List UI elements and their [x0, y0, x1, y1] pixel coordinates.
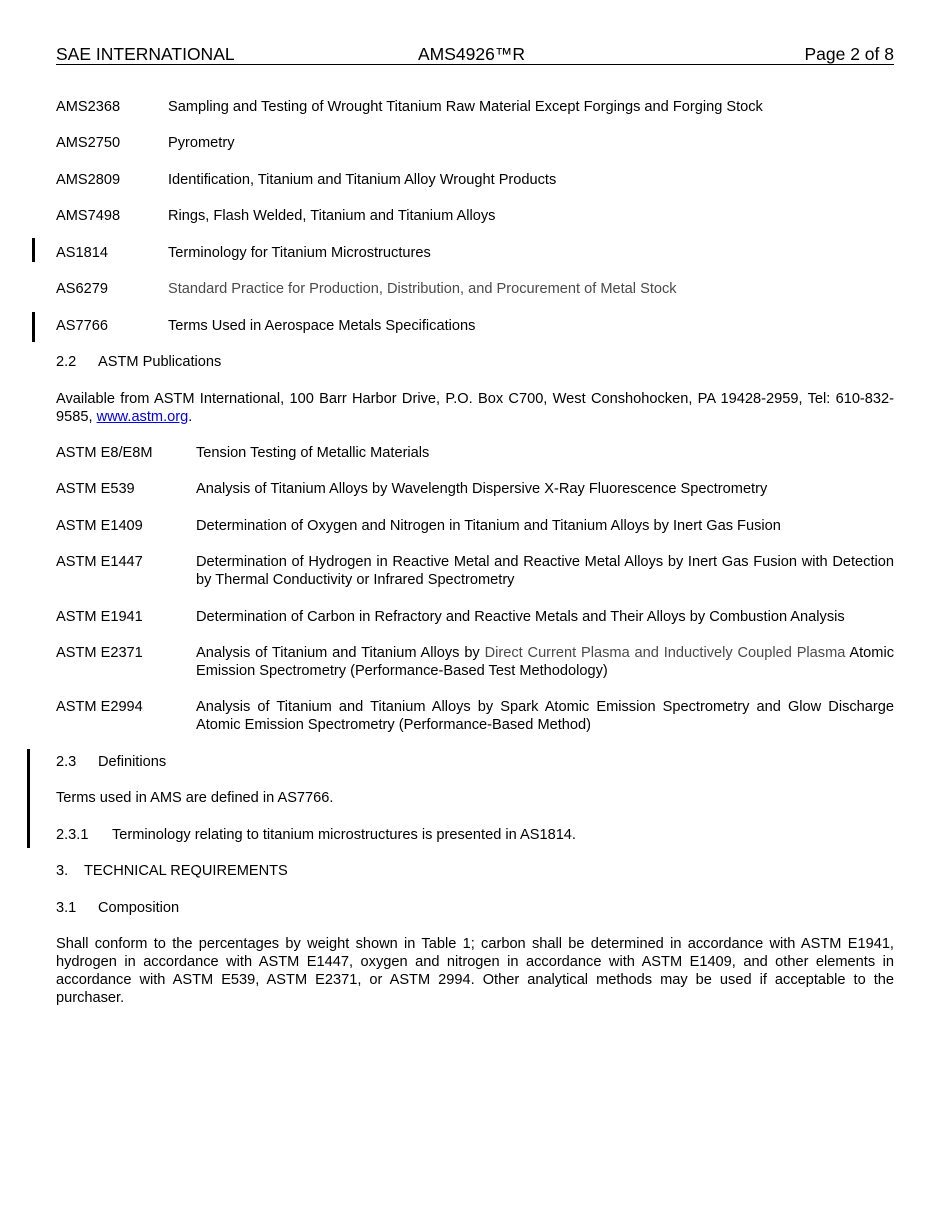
reference-code: AS7766	[56, 318, 108, 334]
reference-title: Analysis of Titanium and Titanium Alloys by Spark Atomic Emission Spectrometry and Glow Discharge Atomic Emission Spectrometry (Performance-Based Method)	[196, 699, 894, 733]
reference-title: Determination of Hydrogen in Reactive Metal and Reactive Metal Alloys by Inert Gas Fusion with Detection by Thermal Conductivity or Infrared Spectrometry	[196, 554, 894, 588]
reference-code: ASTM E539	[56, 481, 135, 497]
reference-code: ASTM E8/E8M	[56, 445, 153, 461]
reference-title: Terminology for Titanium Microstructures	[168, 245, 431, 261]
reference-title: Analysis of Titanium Alloys by Wavelength Dispersive X-Ray Fluorescence Spectrometry	[196, 481, 768, 497]
reference-title: Pyrometry	[168, 135, 235, 151]
reference-code: AS6279	[56, 281, 108, 297]
section-text: Terminology relating to titanium microstructures is presented in AS1814.	[112, 827, 576, 843]
reference-title: Sampling and Testing of Wrought Titanium Raw Material Except Forgings and Forging Stock	[168, 99, 763, 115]
section-title: TECHNICAL REQUIREMENTS	[84, 863, 288, 879]
header-organization: SAE INTERNATIONAL	[56, 44, 235, 64]
reference-title: Tension Testing of Metallic Materials	[196, 445, 430, 461]
section-heading-2-2	[56, 353, 221, 371]
definitions-paragraph: Terms used in AMS are defined in AS7766.	[56, 790, 334, 806]
reference-code: AMS7498	[56, 208, 121, 224]
header-page-number: Page 2 of 8	[804, 44, 894, 64]
reference-code: AMS2750	[56, 135, 121, 151]
reference-code: ASTM E1409	[56, 518, 143, 534]
section-heading-2-3-1	[56, 826, 576, 844]
section-number: 3.1	[56, 900, 77, 916]
reference-code: ASTM E1941	[56, 609, 143, 625]
document-page	[56, 0, 894, 1230]
section-number: 3.	[56, 863, 69, 879]
section-heading-2-3	[56, 753, 166, 771]
header-document-number: AMS4926™R	[418, 44, 525, 64]
reference-title: Determination of Carbon in Refractory and Reactive Metals and Their Alloys by Combustion Analysis	[196, 609, 845, 625]
title-part: Analysis of Titanium and Titanium Alloys by	[196, 645, 485, 661]
astm-website-link[interactable]: www.astm.org	[96, 409, 189, 425]
reference-code: ASTM E1447	[56, 554, 143, 570]
reference-title: Rings, Flash Welded, Titanium and Titanium Alloys	[168, 208, 496, 224]
reference-code: AMS2809	[56, 172, 121, 188]
title-part-revised: Direct Current Plasma and Inductively Coupled Plasma	[484, 645, 846, 661]
title-part: Atomic Emission Spectrometry (Performance-Based Test Methodology)	[196, 645, 894, 679]
reference-code: ASTM E2371	[56, 645, 143, 661]
availability-text: Available from ASTM International, 100 Barr Harbor Drive, P.O. Box C700, West Conshohocken, PA 19428-2959, Tel: 610-832-9585,	[56, 391, 894, 425]
reference-title: Terms Used in Aerospace Metals Specifications	[168, 318, 476, 334]
astm-availability-paragraph	[56, 390, 894, 426]
reference-title: Determination of Oxygen and Nitrogen in Titanium and Titanium Alloys by Inert Gas Fusion	[196, 518, 781, 534]
section-title: ASTM Publications	[98, 354, 222, 370]
page-header	[56, 44, 894, 65]
change-bar	[27, 749, 30, 848]
reference-title	[196, 644, 894, 680]
reference-code: AS1814	[56, 245, 108, 261]
section-number: 2.2	[56, 354, 77, 370]
section-title: Definitions	[98, 754, 167, 770]
reference-title: Standard Practice for Production, Distribution, and Procurement of Metal Stock	[168, 281, 677, 297]
reference-code: ASTM E2994	[56, 699, 143, 715]
reference-title: Identification, Titanium and Titanium Alloy Wrought Products	[168, 172, 557, 188]
section-number: 2.3.1	[56, 827, 89, 843]
composition-paragraph: Shall conform to the percentages by weight shown in Table 1; carbon shall be determined in accordance with ASTM E1941, hydrogen in accordance with ASTM E1447, oxygen and nitrogen in accordance with ASTM E1409, and other elements in accordance with ASTM E539, ASTM E2371, or ASTM 2994. Other analytical methods may be used if acceptable to the purchaser.	[56, 936, 894, 1006]
reference-code: AMS2368	[56, 99, 121, 115]
change-bar	[32, 312, 35, 342]
section-heading-3-1	[56, 899, 179, 917]
change-bar	[32, 238, 35, 262]
link-suffix: .	[188, 409, 193, 425]
section-number: 2.3	[56, 754, 77, 770]
section-title: Composition	[98, 900, 180, 916]
section-heading-3	[56, 862, 288, 880]
